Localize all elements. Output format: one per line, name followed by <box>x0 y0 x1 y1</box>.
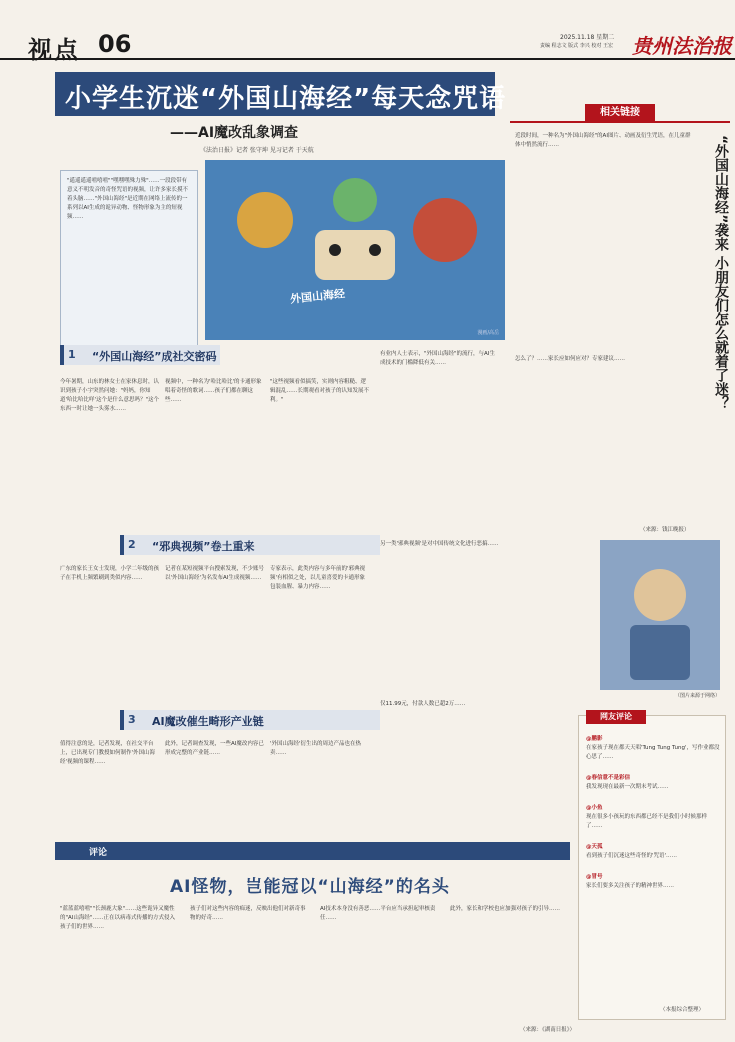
comment-user: @天孤 <box>586 844 603 850</box>
body-column: 值得注意的是，记者发现，在社交平台上，已出现专门教授如何制作'外国山海经'视频的课程…… <box>60 741 156 765</box>
byline: 《法治日报》记者 张守坤 见习记者 于天航 <box>200 147 314 154</box>
subheadline: ——AI魔改乱象调查 <box>170 125 299 141</box>
body-column: '外国山海经'衍生出的周边产品也在热卖…… <box>270 741 362 756</box>
body-column: 仅11.99元，付款人数已超2万…… <box>380 701 466 707</box>
intro-box <box>60 170 198 354</box>
photo-caption: （图片来源于网络） <box>674 693 720 699</box>
comment-user: @春信意不是彩信 <box>586 775 631 781</box>
comment-user: @小鱼 <box>586 805 603 811</box>
rail-divider <box>510 121 730 123</box>
comments-source: （本报综合整理） <box>660 1007 705 1013</box>
rail-text: 怎么了？……家长应如何应对？专家建议…… <box>515 356 626 362</box>
section-number: 1 <box>68 348 76 361</box>
section-title: “外国山海经”成社交密码 <box>92 350 217 363</box>
section-name: 视点 <box>28 36 80 64</box>
photo-art <box>600 540 720 690</box>
body-column: 此外，记者调查发现，一些AI魔改内容已形成完整的产业链…… <box>165 741 264 756</box>
rail-source: （来源：钱江晚报） <box>640 527 690 533</box>
section-title: “邪典视频”卷土重来 <box>152 540 255 553</box>
rail-text: 近段时间，一种名为"外国山海经"的AI图片、动画及衍生咒语，在儿童群体中悄然流行…… <box>515 133 691 148</box>
issue-date: 2025.11.18 星期二 <box>560 34 615 41</box>
editor-credits: 责编 程志文 版式 李兴 校对 王宏 <box>540 43 613 49</box>
related-link-tag: 相关链接 <box>585 104 655 122</box>
commentary-column: 此外，家长和学校也应加强对孩子的引导…… <box>450 906 561 912</box>
page-number: 06 <box>98 30 132 58</box>
body-column: 广东的家长王女士发现，小学二年级的孩子在手机上频繁刷到类似内容…… <box>60 566 160 581</box>
rail-vertical-title: “外国山海经”袭来 小朋友们怎么就着了迷？ <box>713 135 729 411</box>
body-column: "这些视频看似搞笑，实则内容粗糙、逻辑混乱……长期观看对孩子的认知发展不利。" <box>270 379 370 403</box>
comments-header: 网友评论 <box>586 710 646 724</box>
commentary-title: AI怪物，岂能冠以“山海经”的名头 <box>170 877 450 897</box>
section-header-3 <box>120 710 380 730</box>
comment-text: 家长们要多关注孩子的精神世界…… <box>586 883 675 889</box>
rail-photo <box>600 540 720 699</box>
headline-banner <box>55 72 507 116</box>
section-title: AI魔改催生畸形产业链 <box>152 715 264 728</box>
body-column: 另一类'邪典视频'是对中国传统文化进行恶搞…… <box>380 541 499 547</box>
comment-item <box>586 735 720 762</box>
section-number: 3 <box>128 713 136 726</box>
comment-text: 现在很多小孩玩的东西都已经不是我们小时候那样了…… <box>586 814 708 829</box>
intro-text: "遥遥遥遥嘻嘻嘻""嘿嘿嘿殊力殊"……一段段带有意义不明发音的奇怪咒语的视频，让许多家长摸不着头脑……"外国山海经"是近期在网络上流传的一系列以AI生成的诡异动物、怪物形象为主的短视频…… <box>67 178 189 220</box>
comment-item <box>586 873 720 891</box>
commentary-column: "蓝蓝蓝嘻嘻""长颈鹿大象"……这些诡异又魔性的"AI山海经"……正在以病毒式传播的方式侵入孩子们的世界…… <box>60 906 175 930</box>
comment-text: 看到孩子们沉迷这些奇怪的'咒语'…… <box>586 853 678 859</box>
commentary-bar <box>55 842 570 860</box>
section-number: 2 <box>128 538 136 551</box>
illustration-label: 外国山海经 <box>289 287 346 306</box>
body-column: 记者在某短视频平台搜索发现，不少账号以'外国山海经'为名发布AI生成视频…… <box>165 566 265 581</box>
section-header-1 <box>60 345 220 365</box>
illustration <box>205 160 505 340</box>
comments-list <box>586 735 720 903</box>
body-column: 视频中，一种名为'哈比哈比'的卡通形象唱着奇怪的歌词……孩子们都在聊这些…… <box>165 379 262 403</box>
body-column: 今年暑期，山东的林女士在家休息时，认识到孩子小宇突然问她："妈妈，你知道'哈比哈比咩'这个是什么意思吗？"这个东西一时让她一头雾水…… <box>60 379 160 412</box>
comment-text: 我发现现在最新一次期末考试…… <box>586 784 669 790</box>
headline: 小学生沉迷“外国山海经”每天念咒语 <box>65 84 507 114</box>
comment-item <box>586 774 720 792</box>
commentary-label: 评论 <box>89 848 108 858</box>
comment-user: @鹏影 <box>586 736 603 742</box>
newspaper-logo: 贵州法治报 <box>632 34 732 58</box>
body-column: 专家表示，此类内容与多年前的'邪典视频'有相似之处，以儿童喜爱的卡通形象包装血腥、暴力内容…… <box>270 566 366 590</box>
comment-item <box>586 804 720 831</box>
comment-user: @冒号 <box>586 874 603 880</box>
body-column: 有业内人士表示，"外国山海经"的流行，与AI生成技术的门槛降低有关…… <box>380 351 495 366</box>
comment-item <box>586 843 720 861</box>
illustration-art <box>205 160 505 340</box>
commentary-column: AI技术本身没有善恶……平台应当承担起审核责任…… <box>320 906 436 921</box>
commentary-column: 孩子们对这些内容的痴迷，反映出他们对新奇事物的好奇…… <box>190 906 306 921</box>
masthead <box>0 0 735 64</box>
section-header-2 <box>120 535 380 555</box>
commentary-source: （来源：《湖南日报》） <box>520 1027 576 1033</box>
related-link-header <box>510 104 730 122</box>
comment-text: 在家孩子现在都天天唱'Tung Tung Tung'，写作业都没心思了…… <box>586 745 720 760</box>
illustration-credit: 漫画/高岳 <box>477 330 499 336</box>
